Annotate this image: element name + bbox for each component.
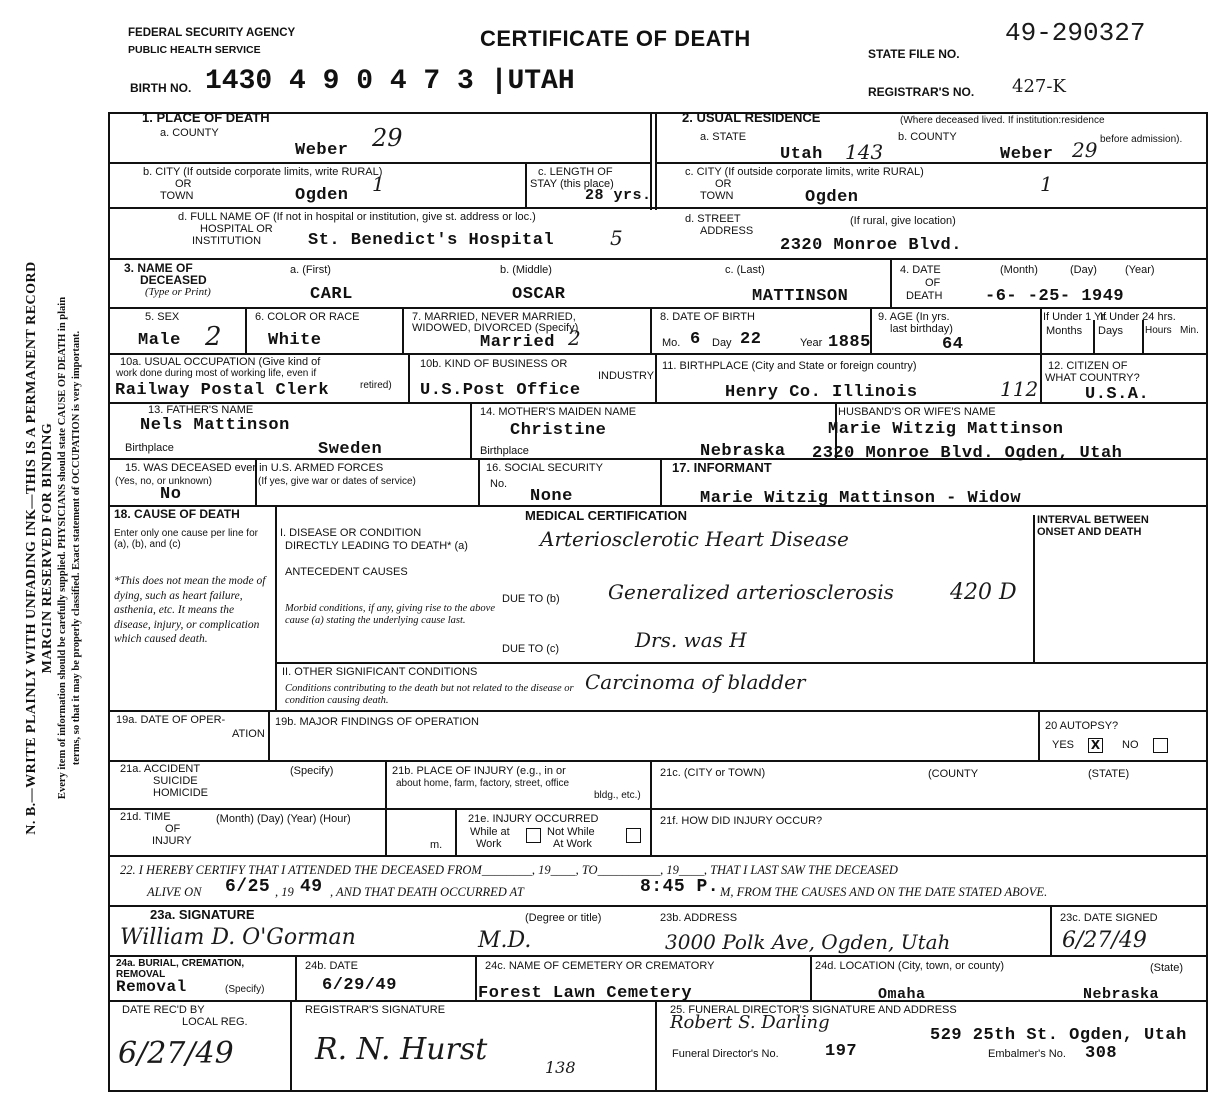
residence-city: Ogden: [805, 188, 859, 207]
state-file-number: 49-290327: [1005, 18, 1146, 48]
injury-label: INJURY: [152, 835, 192, 847]
margin-line-3: Every item of information should be carefully supplied. PHYSICIANS should state CAUSE OF DEATH in plain: [57, 296, 68, 800]
residence-county-code: 29: [1072, 138, 1098, 162]
certify-line-1-to: , TO: [575, 863, 598, 877]
address-label: ADDRESS: [700, 225, 754, 237]
injury-place-label-2: about home, farm, factory, street, office: [396, 778, 570, 789]
mother-name: Christine: [510, 421, 607, 440]
dob-year: 1885: [828, 333, 871, 352]
residence-label: 2. USUAL RESIDENCE: [682, 110, 821, 125]
signature-label: 23a. SIGNATURE: [150, 907, 255, 922]
burial-state-label: (State): [1150, 962, 1184, 974]
findings-label: 19b. MAJOR FINDINGS OF OPERATION: [275, 716, 479, 728]
alive-year: 49: [300, 877, 323, 897]
cemetery: Forest Lawn Cemetery: [478, 984, 693, 1003]
certify-line-1-19b: , 19: [660, 863, 679, 877]
residence-county: Weber: [1000, 145, 1054, 164]
middle-name: OSCAR: [512, 285, 566, 304]
birth-number: 1430 4 9 0 4 7 3 |UTAH: [205, 66, 575, 97]
margin-line-2: MARGIN RESERVED FOR BINDING: [40, 422, 55, 674]
injury-state-label: (STATE): [1088, 768, 1130, 780]
injury-place-label-3: bldg., etc.): [594, 790, 641, 801]
disease-label: I. DISEASE OR CONDITION: [280, 527, 422, 539]
burial-specify-label: (Specify): [225, 984, 265, 995]
last-name-label: c. (Last): [725, 264, 765, 276]
at-work-label: At Work: [553, 838, 592, 850]
morbid-label: Morbid conditions, if any, giving rise to the above cause (a) stating the underlying cause last.: [285, 603, 495, 626]
date-signed: 6/27/49: [1062, 928, 1147, 953]
injury-place-label: 21b. PLACE OF INJURY (e.g., in or: [392, 765, 566, 777]
stay-label: c. LENGTH OF: [538, 166, 613, 178]
while-at-work-checkbox[interactable]: [526, 828, 541, 843]
cause-note: Enter only one cause per line for (a), (b), and (c): [114, 528, 258, 550]
institution-code: 5: [610, 226, 623, 250]
dob-day: 22: [740, 330, 762, 349]
embalmer-no-label: Embalmer's No.: [988, 1048, 1066, 1060]
days-label: Days: [1098, 325, 1124, 337]
min-label: Min.: [1180, 325, 1199, 336]
autopsy-label: 20 AUTOPSY?: [1045, 720, 1119, 732]
work-label: Work: [476, 838, 502, 850]
birthplace-label: 11. BIRTHPLACE (City and State or foreign country): [662, 360, 917, 372]
death-county-label: a. COUNTY: [160, 127, 219, 139]
certify-line-1-pre: 22. I HEREBY CERTIFY THAT I ATTENDED THE DECEASED FROM: [120, 863, 482, 877]
due-to-b-label: DUE TO (b): [502, 593, 560, 605]
death-county-code: 29: [372, 124, 403, 152]
injury-time-label: 21d. TIME: [120, 811, 171, 823]
first-name-label: a. (First): [290, 264, 331, 276]
mother-label: 14. MOTHER'S MAIDEN NAME: [480, 406, 637, 418]
spouse-label: HUSBAND'S OR WIFE'S NAME: [838, 406, 996, 418]
institution-label-2: INSTITUTION: [192, 235, 262, 247]
business-label: 10b. KIND OF BUSINESS OR: [420, 358, 568, 370]
operation-date-label-2: ATION: [232, 728, 265, 740]
dod-day-label: (Day): [1070, 264, 1097, 276]
citizen: U.S.A.: [1085, 385, 1150, 404]
autopsy-yes-label: YES: [1052, 739, 1075, 751]
cause-b-code: 420 D: [950, 580, 1017, 605]
suicide-label: SUICIDE: [153, 775, 198, 787]
place-of-death-label: 1. PLACE OF DEATH: [142, 110, 270, 125]
registrar-signature-label: REGISTRAR'S SIGNATURE: [305, 1004, 446, 1016]
name-label: 3. NAME OF: [124, 261, 193, 275]
age: 64: [942, 335, 964, 354]
accident-label: 21a. ACCIDENT: [120, 763, 201, 775]
binding-margin: [0, 0, 108, 1096]
injury-county-label: (COUNTY: [928, 768, 979, 780]
sex: Male: [138, 331, 181, 350]
business: U.S.Post Office: [420, 381, 581, 400]
dob-month-label: Mo.: [662, 337, 681, 349]
certify-line-1-19: , 19: [531, 863, 551, 877]
degree: M.D.: [478, 928, 532, 953]
embalmer-no: 308: [1085, 1044, 1118, 1063]
race-label: 6. COLOR OR RACE: [255, 311, 360, 323]
death-county: Weber: [295, 141, 349, 160]
physician-address-label: 23b. ADDRESS: [660, 912, 738, 924]
physician-address: 3000 Polk Ave, Ogden, Utah: [665, 930, 951, 954]
margin-line-1: N. B.—WRITE PLAINLY WITH UNFADING INK—THIS IS A PERMANENT RECORD: [24, 261, 39, 835]
stay-label-2: STAY (this place): [530, 178, 614, 190]
residence-city-label: c. CITY (If outside corporate limits, write RURAL): [685, 166, 924, 178]
interval-label-2: ONSET AND DEATH: [1037, 526, 1142, 538]
social-security: None: [530, 487, 573, 506]
date-of-death-of: OF: [925, 277, 941, 289]
burial-state: Nebraska: [1083, 986, 1160, 1003]
operation-date-label: 19a. DATE OF OPER-: [116, 714, 226, 726]
social-security-label: 16. SOCIAL SECURITY: [486, 462, 603, 474]
age-label: 9. AGE (In yrs.: [878, 311, 950, 323]
other-conditions-note: Conditions contributing to the death but not related to the disease or condition causing death.: [285, 683, 574, 706]
other-conditions-label: II. OTHER SIGNIFICANT CONDITIONS: [282, 666, 478, 678]
death-city-label: b. CITY (If outside corporate limits, write RURAL): [143, 166, 383, 178]
local-reg-label: LOCAL REG.: [182, 1016, 248, 1028]
burial-label: 24a. BURIAL, CREMATION, REMOVAL: [116, 958, 245, 980]
state-file-label: STATE FILE NO.: [868, 47, 960, 61]
informant: Marie Witzig Mattinson - Widow: [700, 489, 1022, 508]
occupation: Railway Postal Clerk: [115, 381, 330, 400]
under-24-hrs-label: If Under 24 hrs.: [1100, 311, 1176, 323]
marital-label: 7. MARRIED, NEVER MARRIED,: [412, 311, 576, 323]
injury-of-label: OF: [165, 823, 181, 835]
date-received: 6/27/49: [118, 1036, 234, 1071]
hospital-label: HOSPITAL OR: [200, 223, 273, 235]
informant-label: 17. INFORMANT: [672, 460, 772, 475]
injury-m-label: m.: [430, 839, 443, 851]
alive-date: 6/25: [225, 877, 271, 897]
father-label: 13. FATHER'S NAME: [148, 404, 254, 416]
dod-year-label: (Year): [1125, 264, 1155, 276]
funeral-director-signature: Robert S. Darling: [670, 1012, 830, 1033]
armed-forces: No: [160, 485, 182, 504]
homicide-label: HOMICIDE: [153, 787, 208, 799]
under-1-yr-label: If Under 1 Yr.: [1043, 311, 1108, 323]
dob-day-label: Day: [712, 337, 732, 349]
dod-month-label: (Month): [1000, 264, 1038, 276]
citizen-label-2: WHAT COUNTRY?: [1045, 372, 1140, 384]
disease-label-2: DIRECTLY LEADING TO DEATH* (a): [285, 540, 468, 552]
agency-label: FEDERAL SECURITY AGENCY: [128, 27, 296, 39]
residence-state-code: 143: [845, 140, 884, 164]
birthplace: Henry Co. Illinois: [725, 383, 918, 402]
dob-year-label: Year: [800, 337, 823, 349]
birthplace-code: 112: [1000, 377, 1039, 401]
armed-forces-note-2: (If yes, give war or dates of service): [258, 476, 416, 487]
burial-location: Omaha: [878, 986, 926, 1003]
residence-town-label: TOWN: [700, 190, 734, 202]
while-at-label: While at: [470, 826, 510, 838]
social-security-no-label: No.: [490, 478, 508, 490]
autopsy-no-label: NO: [1122, 739, 1139, 751]
degree-label: (Degree or title): [525, 912, 602, 924]
funeral-director-label: 25. FUNERAL DIRECTOR'S SIGNATURE AND ADDRESS: [670, 1004, 957, 1016]
residence-state: Utah: [780, 145, 823, 164]
institution-name: St. Benedict's Hospital: [308, 231, 555, 250]
margin-line-4: terms, so that it may be properly classified. Exact statement of OCCUPATION is very important.: [71, 330, 82, 766]
not-while-at-work-checkbox[interactable]: [626, 828, 641, 843]
autopsy-yes-checkbox[interactable]: X: [1088, 738, 1103, 753]
occupation-label-3: retired): [360, 380, 392, 391]
injury-specify-label: (Specify): [290, 765, 334, 777]
occupation-label-2: work done during most of working life, even if: [116, 368, 317, 379]
injury-occurred-label: 21e. INJURY OCCURRED: [468, 813, 599, 825]
burial-date: 6/29/49: [322, 976, 397, 995]
cause-a: Arteriosclerotic Heart Disease: [540, 527, 849, 551]
residence-or-label: OR: [715, 178, 732, 190]
date-of-death-death: DEATH: [906, 290, 943, 302]
residence-street: 2320 Monroe Blvd.: [780, 236, 962, 255]
spouse-address: 2320 Monroe Blvd. Ogden, Utah: [812, 444, 1123, 463]
street-label: d. STREET: [685, 213, 741, 225]
residence-note-2: before admission).: [1100, 134, 1183, 145]
certify-line-2-post: M, FROM THE CAUSES AND ON THE DATE STATED ABOVE.: [720, 885, 1048, 899]
race: White: [268, 331, 322, 350]
residence-note: (Where deceased lived. If institution:residence: [900, 115, 1105, 126]
death-time: 8:45 P.: [640, 877, 720, 897]
antecedent-label: ANTECEDENT CAUSES: [285, 566, 408, 578]
sex-code: 2: [205, 322, 222, 352]
registrar-no-label: REGISTRAR'S NO.: [868, 85, 975, 99]
funeral-director-no: 197: [825, 1042, 858, 1061]
cemetery-label: 24c. NAME OF CEMETERY OR CREMATORY: [485, 960, 715, 972]
street-note: (If rural, give location): [850, 215, 956, 227]
cause-b: Generalized arteriosclerosis: [608, 580, 894, 604]
type-label: (Type or Print): [145, 286, 211, 298]
age-label-2: last birthday): [890, 323, 953, 335]
mother-birthplace-label: Birthplace: [480, 445, 529, 457]
alive-on-label: ALIVE ON: [147, 885, 202, 899]
first-name: CARL: [310, 285, 353, 304]
burial-date-label: 24b. DATE: [305, 960, 358, 972]
date-of-death: -6- -25- 1949: [985, 287, 1125, 306]
injury-time-columns: (Month) (Day) (Year) (Hour): [216, 813, 351, 825]
marital-status: Married: [480, 333, 555, 352]
service-label: PUBLIC HEALTH SERVICE: [128, 44, 261, 56]
marital-code: 2: [568, 326, 581, 350]
mother-birthplace: Nebraska: [700, 442, 786, 461]
business-label-2: INDUSTRY: [598, 370, 655, 382]
occupation-label: 10a. USUAL OCCUPATION (Give kind of: [120, 356, 321, 368]
funeral-director-no-label: Funeral Director's No.: [672, 1048, 779, 1060]
dob-label: 8. DATE OF BIRTH: [660, 311, 755, 323]
certificate-title: CERTIFICATE OF DEATH: [480, 26, 751, 51]
registrar-signature: R. N. Hurst: [315, 1032, 488, 1067]
father-name: Nels Mattinson: [140, 416, 290, 435]
burial-method: Removal: [116, 978, 187, 996]
residence-county-label: b. COUNTY: [898, 131, 957, 143]
cause-footnote: *This does not mean the mode of dying, such as heart failure, asthenia, etc. It means the disease, injury, or complication which caused death.: [114, 575, 266, 645]
margin-text: [24, 261, 84, 835]
how-injury-label: 21f. HOW DID INJURY OCCUR?: [660, 815, 823, 827]
hours-label: Hours: [1145, 325, 1172, 336]
alive-19-label: , 19: [275, 885, 294, 899]
residence-city-code: 1: [1040, 172, 1053, 196]
death-town-label: TOWN: [160, 190, 194, 202]
armed-forces-label: 15. WAS DECEASED ever in U.S. ARMED FORCES: [125, 462, 384, 474]
burial-location-label: 24d. LOCATION (City, town, or county): [815, 960, 1005, 972]
not-while-label: Not While: [547, 826, 595, 838]
residence-state-label: a. STATE: [700, 131, 747, 143]
months-label: Months: [1046, 325, 1083, 337]
date-of-death-label: 4. DATE: [900, 264, 941, 276]
father-birthplace: Sweden: [318, 440, 383, 459]
birth-no-label: BIRTH NO.: [130, 81, 192, 95]
certify-line-1-post: , THAT I LAST SAW THE DECEASED: [703, 863, 898, 877]
injury-city-label: 21c. (CITY or TOWN): [660, 767, 766, 779]
dob-month: 6: [690, 330, 701, 349]
last-name: MATTINSON: [752, 287, 849, 306]
due-to-c-label: DUE TO (c): [502, 643, 560, 655]
citizen-label: 12. CITIZEN OF: [1048, 360, 1128, 372]
stay-length: 28 yrs.: [585, 187, 652, 204]
funeral-director-address: 529 25th St. Ogden, Utah: [930, 1026, 1187, 1045]
sex-label: 5. SEX: [145, 311, 180, 323]
name-label-2: DECEASED: [140, 273, 207, 287]
date-recd-label: DATE REC'D BY: [122, 1004, 205, 1016]
institution-label: d. FULL NAME OF (If not in hospital or institution, give st. address or loc.): [178, 211, 536, 223]
middle-name-label: b. (Middle): [500, 264, 552, 276]
registrar-number: 427-K: [1012, 76, 1066, 97]
physician-signature: William D. O'Gorman: [120, 925, 356, 950]
death-or-label: OR: [175, 178, 192, 190]
certify-line-1: 22. I HEREBY CERTIFY THAT I ATTENDED THE DECEASED FROM________, 19____, TO__________, 19____, THAT I LAST SAW THE DECEASED: [120, 863, 898, 877]
other-conditions: Carcinoma of bladder: [585, 670, 806, 694]
death-city: Ogden: [295, 186, 349, 205]
medical-certification-title: MEDICAL CERTIFICATION: [525, 508, 688, 523]
date-signed-label: 23c. DATE SIGNED: [1060, 912, 1158, 924]
armed-forces-note: (Yes, no, or unknown): [115, 476, 212, 487]
interval-label: INTERVAL BETWEEN: [1037, 514, 1149, 526]
spouse-name: Marie Witzig Mattinson: [828, 420, 1064, 439]
registrar-signature-suffix: 138: [545, 1058, 576, 1077]
autopsy-no-checkbox[interactable]: [1153, 738, 1168, 753]
marital-label-2: WIDOWED, DIVORCED (Specify): [412, 322, 579, 334]
cause-of-death-label: 18. CAUSE OF DEATH: [114, 507, 240, 521]
death-city-code: 1: [372, 172, 385, 196]
death-occurred-label: , AND THAT DEATH OCCURRED AT: [330, 885, 524, 899]
father-birthplace-label: Birthplace: [125, 442, 174, 454]
cause-c: Drs. was H: [635, 628, 747, 652]
